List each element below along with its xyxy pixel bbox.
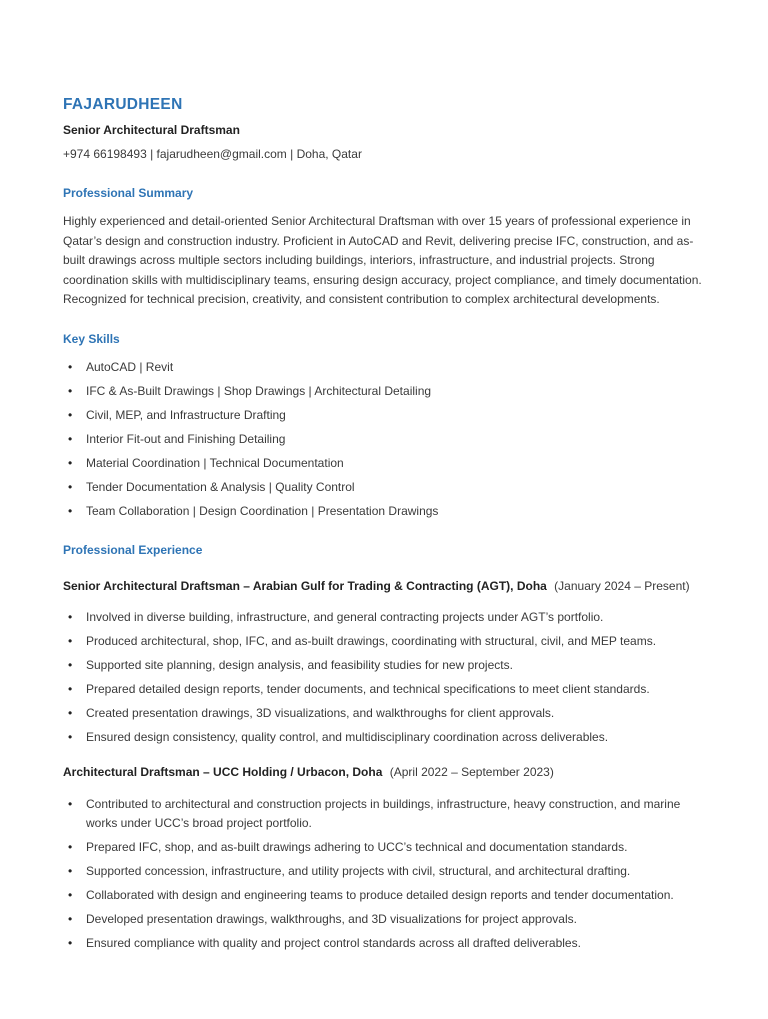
- job-bullet-list: [63, 608, 705, 747]
- list-item: • IFC & As-Built Drawings | Shop Drawings | Architectural Detailing: [63, 382, 705, 401]
- list-item: • Tender Documentation & Analysis | Quality Control: [63, 478, 705, 497]
- list-item: • Supported concession, infrastructure, and utility projects with civil, structural, and architectural drafting.: [63, 862, 705, 881]
- section-heading-key-skills: Key Skills: [63, 331, 120, 346]
- contact-line: +974 66198493 | fajarudheen@gmail.com | Doha, Qatar: [63, 146, 362, 161]
- job-title: Senior Architectural Draftsman – Arabian Gulf for Trading & Contracting (AGT), Doha: [63, 578, 547, 593]
- list-item: • Ensured compliance with quality and project control standards across all drafted deliverables.: [63, 934, 705, 953]
- list-item: • Prepared IFC, shop, and as-built drawings adhering to UCC’s technical and documentation standards.: [63, 838, 705, 857]
- job-dates: (January 2024 – Present): [554, 578, 690, 593]
- job-title: Architectural Draftsman – UCC Holding / Urbacon, Doha: [63, 765, 383, 780]
- list-item: • Produced architectural, shop, IFC, and as-built drawings, coordinating with structural, civil, and MEP teams.: [63, 632, 705, 651]
- job-bullet-list: [63, 795, 705, 954]
- list-item: • AutoCAD | Revit: [63, 358, 705, 377]
- job-heading: [63, 577, 705, 596]
- section-heading-professional-experience: Professional Experience: [63, 543, 203, 558]
- list-item: • Created presentation drawings, 3D visualizations, and walkthroughs for client approvals.: [63, 704, 705, 723]
- list-item: • Prepared detailed design reports, tender documents, and technical specifications to meet client standards.: [63, 680, 705, 699]
- section-heading-professional-summary: Professional Summary: [63, 185, 194, 200]
- list-item: • Involved in diverse building, infrastructure, and general contracting projects under AGT’s portfolio.: [63, 608, 705, 627]
- resume-job-title: Senior Architectural Draftsman: [63, 123, 240, 138]
- resume-name: FAJARUDHEEN: [63, 96, 183, 113]
- list-item: • Material Coordination | Technical Documentation: [63, 454, 705, 473]
- list-item: • Civil, MEP, and Infrastructure Drafting: [63, 406, 705, 425]
- professional-summary-text: Highly experienced and detail-oriented Senior Architectural Draftsman with over 15 years of professional experience in Qatar’s design and construction industry. Proficient in AutoCAD and Revit, delivering precise IFC, construction, and as-built drawings across multiple sectors including buildings, interiors, infrastructure, and industrial projects. Strong coordination skills with multidisciplinary teams, ensuring design accuracy, project compliance, and timely documentation. Recognized for technical precision, creativity, and consistent contribution to complex architectural developments.: [63, 214, 702, 307]
- job-heading: [63, 763, 705, 782]
- list-item: • Supported site planning, design analysis, and feasibility studies for new projects.: [63, 656, 705, 675]
- list-item: • Interior Fit-out and Finishing Detailing: [63, 430, 705, 449]
- list-item: • Team Collaboration | Design Coordination | Presentation Drawings: [63, 502, 705, 521]
- list-item: • Developed presentation drawings, walkthroughs, and 3D visualizations for project approvals.: [63, 910, 705, 929]
- list-item: • Contributed to architectural and construction projects in buildings, infrastructure, heavy construction, and marine works under UCC’s broad project portfolio.: [63, 795, 705, 834]
- list-item: • Ensured design consistency, quality control, and multidisciplinary coordination across deliverables.: [63, 728, 705, 747]
- key-skills-list: [63, 358, 705, 521]
- job-dates: (April 2022 – September 2023): [389, 765, 554, 780]
- list-item: • Collaborated with design and engineering teams to produce detailed design reports and tender documentation.: [63, 886, 705, 905]
